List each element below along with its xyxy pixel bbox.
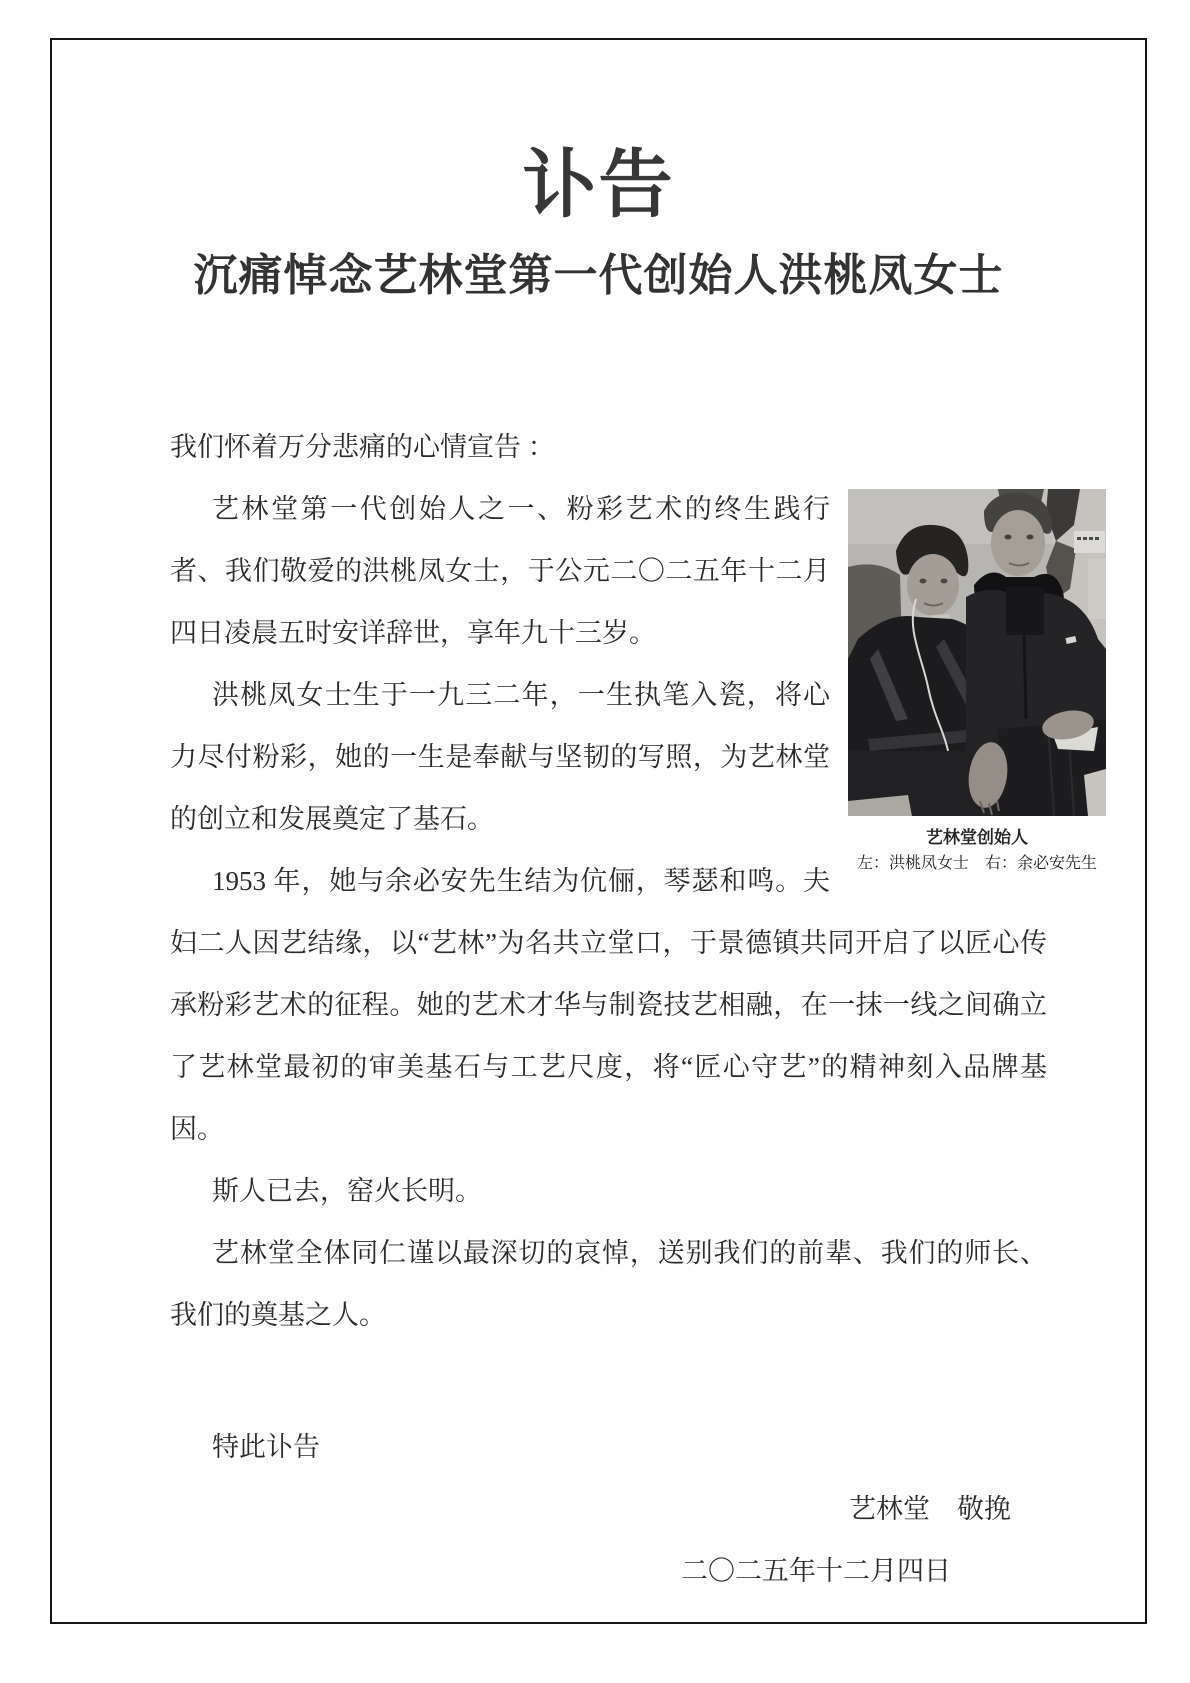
photo-caption-title: 艺林堂创始人 xyxy=(926,828,1028,847)
page-title: 讣告 xyxy=(522,143,675,226)
paragraph-biography: 洪桃凤女士生于一九三二年，一生执笔入瓷，将心力尽付粉彩，她的一生是奉献与坚韧的写照，为艺林堂的创立和发展奠定了基石。 xyxy=(170,680,830,834)
paragraph-elegy: 斯人已去，窑火长明。 xyxy=(212,1176,482,1206)
paragraph-marriage-founding: 1953 年，她与余必安先生结为伉俪，琴瑟和鸣。夫妇二人因艺结缘，以“艺林”为名共立堂口，于景德镇共同开启了以匠心传承粉彩艺术的征程。她的艺术才华与制瓷技艺相融，在一抹一线之间确立了艺林堂最初的审美基石与工艺尺度，将“匠心守艺”的精神刻入品牌基因。 xyxy=(170,866,1047,1144)
closing-line: 特此讣告 xyxy=(212,1432,320,1462)
paragraph-announcement: 艺林堂第一代创始人之一、粉彩艺术的终生践行者、我们敬爱的洪桃凤女士，于公元二〇二五年十二月四日凌晨五时安详辞世，享年九十三岁。 xyxy=(170,494,830,648)
founders-photo-figure xyxy=(848,489,1106,874)
signature-line: 艺林堂 敬挽 xyxy=(849,1494,1011,1524)
photo-caption-names: 左：洪桃凤女士 右：余必安先生 xyxy=(856,855,1097,873)
paragraph-farewell: 艺林堂全体同仁谨以最深切的哀悼，送别我们的前辈、我们的师长、我们的奠基之人。 xyxy=(170,1238,1047,1330)
page-subtitle: 沉痛悼念艺林堂第一代创始人洪桃凤女士 xyxy=(193,251,1004,300)
founders-photo xyxy=(848,489,1106,816)
salutation-line: 我们怀着万分悲痛的心情宣告 ： xyxy=(170,432,555,462)
date-line: 二〇二五年十二月四日 xyxy=(681,1556,951,1586)
